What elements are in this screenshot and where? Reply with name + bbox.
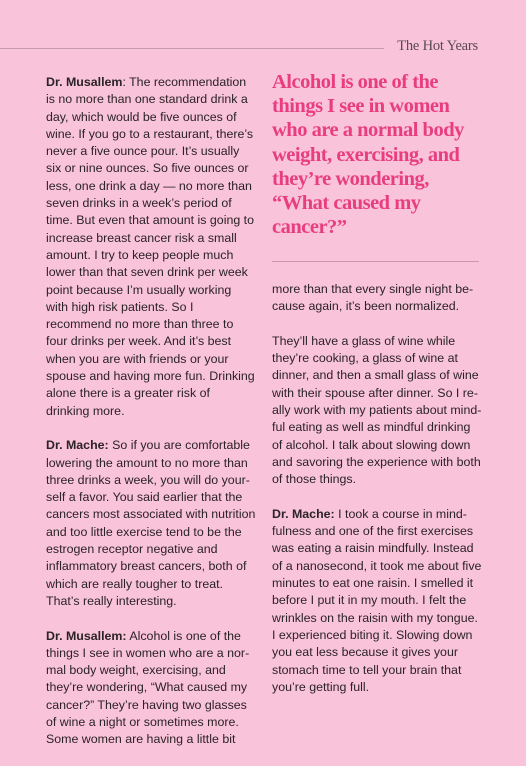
speaker-name: Dr. Musallem (46, 75, 123, 89)
paragraph-text: I took a course in mindfulness and one of the first exercises was eating a raisin mindfully. Instead of a nanosecond, it took me about five minutes to eat one raisin. I smelled it before I put it in my mouth. I felt the wrinkles on the raisin with my tongue. I experienced biting it. Slowing down you eat less because it gives your stomach time to tell your brain that you’re getting full. (272, 506, 482, 694)
paragraph (272, 333, 482, 489)
paragraph: Dr. Musallem: The recommendation is no more than one standard drink a day, which would be five ounces of wine. If you go to a restaurant, there’s never a five ounce pour. It’s usually six or nine ounces. So five ounces or less, one drink a day — no more than seven drinks in a week’s period of time. But even that amount is going to increase breast cancer risk a small amount. I try to keep people much lower than that seven drink per week point because I’m usually working with high risk patients. So I recommend no more than three to four drinks per week. And it’s best when you are with friends or your spouse and having more fun. Drinking alone there is a greater risk of drinking more. (46, 75, 255, 418)
right-column (272, 281, 482, 713)
speaker-name: Dr. Musallem: (46, 628, 127, 643)
paragraph (272, 281, 482, 316)
paragraph-text: more than that every single night because again, it’s been normalized. (272, 282, 474, 314)
pull-quote-rule (272, 261, 479, 262)
paragraph (46, 437, 256, 610)
speaker-name: Dr. Mache: (272, 506, 335, 521)
left-column (46, 74, 256, 766)
speaker-name: Dr. Mache: (46, 438, 109, 453)
paragraph-text: Alcohol is one of the things I see in women who are a normal body weight, exercising, and they’re wondering, “What caused my cancer?” They’re having two glasses of wine a night or sometimes more. Some women are having a little bit (46, 628, 250, 747)
paragraph (46, 628, 256, 749)
pull-quote: Alcohol is one of the things I see in women who are a normal body weight, exercising, and they’re wondering, “What caused my cancer?” (272, 71, 464, 239)
paragraph-text: So if you are comfortable lowering the amount to no more than three drinks a week, you will do yourself a favor. You said earlier that the cancers most associated with nutrition and too little exercise tend to be the estrogen receptor negative and inflammatory breast cancers, both of which are really tougher to treat. That’s really interesting. (46, 438, 256, 608)
paragraph (272, 506, 482, 696)
paragraph-text: They’ll have a glass of wine while they’re cooking, a glass of wine at dinner, and then a small glass of wine with their spouse after dinner. So I really work with my patients about mindful eating as well as mindful drinking of alcohol. I talk about slowing down and savoring the experience with both of those things. (272, 333, 482, 487)
paragraph-text: The recommendation is no more than one standard drink a day, which would be five ounces of wine. If you go to a restaurant, there’s never a five ounce pour. It’s usually six or nine ounces. So five ounces or less, one drink a day — no more than seven drinks in a week’s period of time. But even that amount is going to increase breast cancer risk a small amount. I try to keep people much lower than that seven drink per week point because I’m usually working with high risk patients. So I recommend no more than three to four drinks per week. And it’s best when you are with friends or your spouse and having more fun. Drinking alone there is a greater risk of drinking more. (46, 75, 255, 418)
running-head: The Hot Years (397, 38, 478, 54)
header-rule (0, 48, 384, 49)
